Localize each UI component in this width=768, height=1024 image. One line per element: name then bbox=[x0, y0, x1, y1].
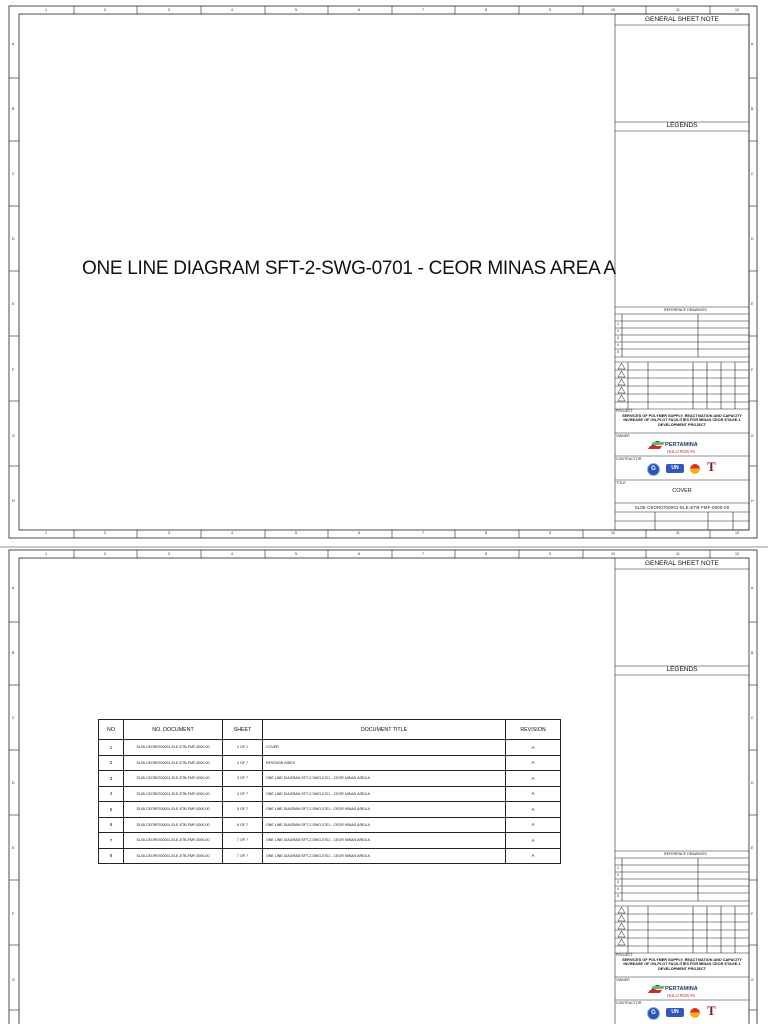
row-label: A bbox=[12, 586, 15, 590]
row-label: H bbox=[751, 499, 754, 503]
col-label: 12 bbox=[735, 552, 739, 556]
contractor-logo-un-icon: UN bbox=[666, 464, 684, 473]
row-label: B bbox=[12, 107, 15, 111]
cell-title: ONE LINE DIAGRAM SFT-2-SWG-0701 - CEOR MINAS AREA A bbox=[263, 848, 506, 864]
row-label: E bbox=[12, 846, 15, 850]
cell-title: ONE LINE DIAGRAM SFT-2-SWG-0701 - CEOR MINAS AREA A bbox=[263, 802, 506, 818]
col-label: 2 bbox=[104, 8, 106, 12]
owner-label: OWNER bbox=[616, 434, 630, 438]
col-label: 7 bbox=[422, 552, 424, 556]
table-header-row bbox=[99, 720, 561, 740]
ref-row-number: 4 bbox=[617, 887, 619, 891]
ref-row-number: 3 bbox=[617, 336, 619, 340]
cell-sheet: 4 OF 7 bbox=[223, 786, 263, 802]
document-number: SL05-CEOR0700001-ELE-ETB-FMF-0000-00 bbox=[634, 505, 730, 510]
company-name: PERTAMINA bbox=[665, 442, 698, 448]
row-label: B bbox=[751, 651, 754, 655]
cell-no: 8 bbox=[99, 848, 124, 864]
row-label: E bbox=[751, 846, 754, 850]
row-label: G bbox=[12, 434, 15, 438]
legends-heading: LEGENDS bbox=[666, 666, 698, 673]
cell-sheet: 5 OF 7 bbox=[223, 802, 263, 818]
row-label: H bbox=[12, 499, 15, 503]
cell-doc-number: SL05-CEOR0700001-ELE-ETB-FMF-0000-00 bbox=[124, 771, 223, 787]
col-label: 12 bbox=[735, 531, 739, 535]
reference-drawings-heading: REFERENCE DRAWINGS bbox=[664, 308, 707, 312]
cell-sheet: 6 OF 7 bbox=[223, 817, 263, 833]
col-label: 5 bbox=[295, 531, 297, 535]
general-sheet-note-heading: GENERAL SHEET NOTE bbox=[644, 560, 720, 567]
company-name: PERTAMINA bbox=[665, 986, 698, 992]
row-label: D bbox=[12, 781, 15, 785]
cell-doc-number: SL05-CEOR0700001-ELE-ETB-FMF-0000-00 bbox=[124, 786, 223, 802]
col-label: 8 bbox=[485, 552, 487, 556]
col-label: 9 bbox=[549, 8, 551, 12]
col-label: 6 bbox=[358, 552, 360, 556]
cell-no: 6 bbox=[99, 817, 124, 833]
col-label: 3 bbox=[168, 531, 170, 535]
cell-sheet: 3 OF 7 bbox=[223, 771, 263, 787]
col-label: 10 bbox=[611, 531, 615, 535]
col-label: 4 bbox=[231, 8, 233, 12]
cell-no: 4 bbox=[99, 786, 124, 802]
col-label: 2 bbox=[104, 531, 106, 535]
cell-doc-number: SL05-CEOR0700001-ELE-ETB-FMF-0000-00 bbox=[124, 848, 223, 864]
row-label: C bbox=[751, 172, 754, 176]
contractor-logo-g-icon: G bbox=[647, 463, 660, 476]
cell-title: ONE LINE DIAGRAM SFT-2-SWG-0701 - CEOR MINAS AREA A bbox=[263, 833, 506, 849]
col-label: 10 bbox=[611, 552, 615, 556]
table-row bbox=[99, 755, 561, 771]
cell-revision: A bbox=[506, 740, 561, 756]
row-label: A bbox=[12, 42, 15, 46]
col-header-sheet: SHEET bbox=[223, 720, 263, 740]
cell-sheet: 2 OF 7 bbox=[223, 755, 263, 771]
row-label: F bbox=[751, 368, 754, 372]
contractor-logo-un-icon: UN bbox=[666, 1008, 684, 1017]
cell-doc-number: SL05-CEOR0700001-ELE-ETB-FMF-0000-00 bbox=[124, 817, 223, 833]
row-label: G bbox=[751, 434, 754, 438]
cell-revision: A bbox=[506, 817, 561, 833]
cell-revision: A bbox=[506, 848, 561, 864]
sheet-name: COVER bbox=[672, 488, 692, 494]
row-label: B bbox=[751, 107, 754, 111]
cell-doc-number: SL05-CEOR0700001-ELE-ETB-FMF-0000-00 bbox=[124, 833, 223, 849]
company-sub: HULU ROKAN bbox=[667, 449, 696, 454]
table-row bbox=[99, 833, 561, 849]
cell-title: ONE LINE DIAGRAM SFT-2-SWG-0701 - CEOR MINAS AREA A bbox=[263, 786, 506, 802]
pertamina-logo-mark bbox=[648, 985, 665, 993]
owner-label: OWNER bbox=[616, 978, 630, 982]
col-label: 11 bbox=[676, 8, 680, 12]
row-label: G bbox=[751, 978, 754, 982]
contractor-logo-drop-icon bbox=[690, 1008, 700, 1018]
cell-revision: A bbox=[506, 833, 561, 849]
table-row bbox=[99, 802, 561, 818]
ref-row-number: 5 bbox=[617, 894, 619, 898]
cell-sheet: 7 OF 7 bbox=[223, 848, 263, 864]
cell-sheet: 7 OF 7 bbox=[223, 833, 263, 849]
col-label: 11 bbox=[676, 531, 680, 535]
col-header-document: NO. DOCUMENT bbox=[124, 720, 223, 740]
col-label: 5 bbox=[295, 552, 297, 556]
col-label: 4 bbox=[231, 531, 233, 535]
project-description: SERVICES OF POLYMER SUPPLY, REACTIVATION AND CAPACITY INCREASE OF ON-PLOT FACILITIES FOR MINAS CEOR STAGE-1 DEVELOPMENT PROJECT bbox=[622, 414, 742, 427]
cell-revision: A bbox=[506, 786, 561, 802]
col-header-revision: REVISION bbox=[506, 720, 561, 740]
row-label: D bbox=[12, 237, 15, 241]
col-label: 5 bbox=[295, 8, 297, 12]
general-sheet-note-heading: GENERAL SHEET NOTE bbox=[644, 16, 720, 23]
table-row bbox=[99, 848, 561, 864]
reference-drawings-heading: REFERENCE DRAWINGS bbox=[664, 852, 707, 856]
row-label: A bbox=[751, 586, 754, 590]
row-label: B bbox=[12, 651, 15, 655]
cell-title: COVER bbox=[263, 740, 506, 756]
col-label: 12 bbox=[735, 8, 739, 12]
row-label: C bbox=[12, 172, 15, 176]
ref-row-number: 2 bbox=[617, 329, 619, 333]
cell-title: ONE LINE DIAGRAM SFT-2-SWG-0701 - CEOR MINAS AREA A bbox=[263, 817, 506, 833]
cell-no: 5 bbox=[99, 802, 124, 818]
cell-title: REVISION INDEX bbox=[263, 755, 506, 771]
cell-doc-number: SL05-CEOR0700001-ELE-ETB-FMF-0000-00 bbox=[124, 802, 223, 818]
col-header-title: DOCUMENT TITLE bbox=[263, 720, 506, 740]
title-label: TITLE bbox=[616, 481, 626, 485]
col-label: 9 bbox=[549, 552, 551, 556]
table-row bbox=[99, 740, 561, 756]
cell-revision: A bbox=[506, 802, 561, 818]
cell-doc-number: SL05-CEOR0700001-ELE-ETB-FMF-0000-00 bbox=[124, 740, 223, 756]
cell-revision: A bbox=[506, 755, 561, 771]
col-label: 10 bbox=[611, 8, 615, 12]
company-sub: HULU ROKAN bbox=[667, 993, 696, 998]
cell-no: 3 bbox=[99, 771, 124, 787]
row-label: F bbox=[12, 368, 15, 372]
contractor-logo-drop-icon bbox=[690, 464, 700, 474]
table-row bbox=[99, 771, 561, 787]
cell-sheet: 1 OF 1 bbox=[223, 740, 263, 756]
contractor-label: CONTRACTOR bbox=[616, 1001, 642, 1005]
table-row bbox=[99, 817, 561, 833]
row-label: E bbox=[12, 302, 15, 306]
col-label: 1 bbox=[45, 552, 47, 556]
row-label: E bbox=[751, 302, 754, 306]
contractor-label: CONTRACTOR bbox=[616, 457, 642, 461]
row-label: G bbox=[12, 978, 15, 982]
ref-row-number: 1 bbox=[617, 866, 619, 870]
cell-no: 2 bbox=[99, 755, 124, 771]
col-label: 6 bbox=[358, 8, 360, 12]
col-label: 3 bbox=[168, 552, 170, 556]
col-header-no: NO bbox=[99, 720, 124, 740]
cell-doc-number: SL05-CEOR0700001-ELE-ETB-FMF-0000-00 bbox=[124, 755, 223, 771]
legends-heading: LEGENDS bbox=[666, 122, 698, 129]
col-label: 1 bbox=[45, 8, 47, 12]
cell-title: ONE LINE DIAGRAM SFT-2-SWG-0701 - CEOR MINAS AREA A bbox=[263, 771, 506, 787]
row-label: C bbox=[751, 716, 754, 720]
cell-no: 1 bbox=[99, 740, 124, 756]
document-index-table bbox=[98, 719, 561, 864]
contractor-logo-t-icon: T bbox=[707, 1003, 716, 1018]
row-label: F bbox=[12, 912, 15, 916]
drawing-title: ONE LINE DIAGRAM SFT-2-SWG-0701 - CEOR MINAS AREA A bbox=[82, 258, 616, 279]
ref-row-number: 4 bbox=[617, 343, 619, 347]
col-label: 7 bbox=[422, 8, 424, 12]
col-label: 4 bbox=[231, 552, 233, 556]
row-label: F bbox=[751, 912, 754, 916]
ref-row-number: 3 bbox=[617, 880, 619, 884]
col-label: 8 bbox=[485, 531, 487, 535]
project-description: SERVICES OF POLYMER SUPPLY, REACTIVATION AND CAPACITY INCREASE OF ON-PLOT FACILITIES FOR MINAS CEOR STAGE-1 DEVELOPMENT PROJECT bbox=[622, 958, 742, 971]
pertamina-logo-mark bbox=[648, 441, 665, 449]
row-label: C bbox=[12, 716, 15, 720]
col-label: 3 bbox=[168, 8, 170, 12]
col-label: 9 bbox=[549, 531, 551, 535]
cell-no: 7 bbox=[99, 833, 124, 849]
ref-row-number: 1 bbox=[617, 322, 619, 326]
col-label: 2 bbox=[104, 552, 106, 556]
project-label: PROJECT bbox=[616, 409, 633, 413]
row-label: A bbox=[751, 42, 754, 46]
row-label: D bbox=[751, 237, 754, 241]
col-label: 7 bbox=[422, 531, 424, 535]
row-label: D bbox=[751, 781, 754, 785]
contractor-logo-t-icon: T bbox=[707, 459, 716, 474]
col-label: 11 bbox=[676, 552, 680, 556]
contractor-logo-g-icon: G bbox=[647, 1007, 660, 1020]
table-row bbox=[99, 786, 561, 802]
cell-revision: A bbox=[506, 771, 561, 787]
col-label: 8 bbox=[485, 8, 487, 12]
col-label: 1 bbox=[45, 531, 47, 535]
ref-row-number: 5 bbox=[617, 350, 619, 354]
ref-row-number: 2 bbox=[617, 873, 619, 877]
col-label: 6 bbox=[358, 531, 360, 535]
project-label: PROJECT bbox=[616, 953, 633, 957]
